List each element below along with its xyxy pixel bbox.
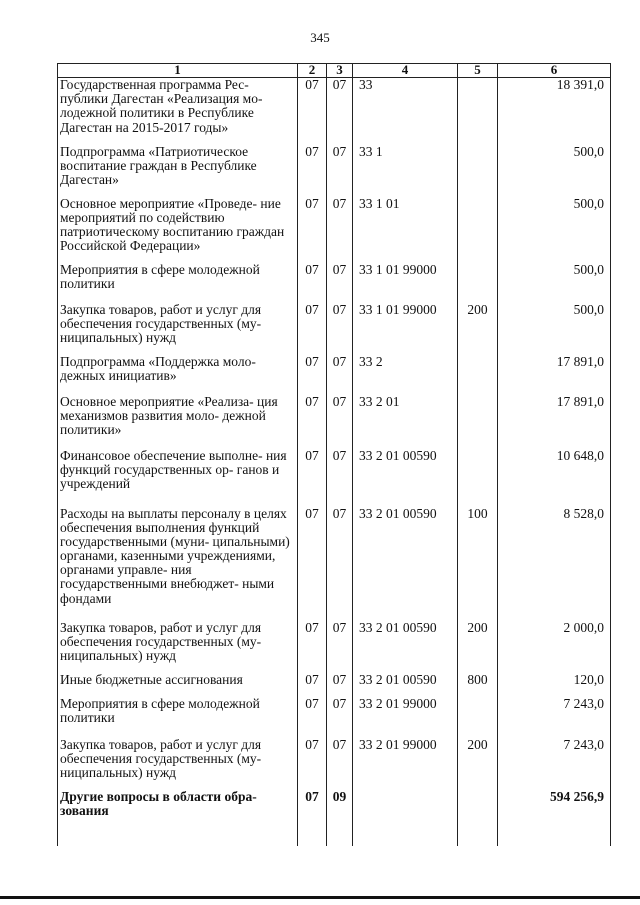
row-subsection: 09	[327, 790, 353, 846]
row-amount: 10 648,0	[498, 449, 611, 507]
row-section: 07	[298, 697, 327, 738]
row-section: 07	[298, 263, 327, 303]
row-target-code: 33 2 01	[353, 395, 458, 449]
row-name: Финансовое обеспечение выполне- ния функций государственных ор- ганов и учреждений	[58, 449, 298, 507]
row-expense-type	[458, 78, 498, 145]
row-section: 07	[298, 197, 327, 263]
row-amount: 120,0	[498, 673, 611, 697]
row-section: 07	[298, 738, 327, 790]
row-target-code: 33 2 01 00590	[353, 673, 458, 697]
table-row	[58, 145, 611, 197]
row-expense-type	[458, 697, 498, 738]
row-expense-type: 200	[458, 303, 498, 355]
row-name: Мероприятия в сфере молодежной политики	[58, 697, 298, 738]
row-target-code: 33 2 01 99000	[353, 738, 458, 790]
row-section: 07	[298, 790, 327, 846]
row-expense-type	[458, 197, 498, 263]
row-subsection: 07	[327, 449, 353, 507]
row-target-code: 33 1 01	[353, 197, 458, 263]
header-col-3: 3	[327, 64, 353, 78]
header-col-2: 2	[298, 64, 327, 78]
row-amount: 500,0	[498, 303, 611, 355]
row-amount: 2 000,0	[498, 621, 611, 673]
row-expense-type	[458, 145, 498, 197]
row-section: 07	[298, 145, 327, 197]
row-name: Государственная программа Рес- публики Дагестан «Реализация мо- лодежной политики в Республике Дагестан на 2015-2017 годы»	[58, 78, 298, 145]
row-target-code: 33 2	[353, 355, 458, 395]
row-subsection: 07	[327, 673, 353, 697]
row-amount: 17 891,0	[498, 355, 611, 395]
row-subsection: 07	[327, 697, 353, 738]
row-target-code	[353, 790, 458, 846]
table-row	[58, 355, 611, 395]
row-name: Основное мероприятие «Проведе- ние мероприятий по содействию патриотическому воспитанию граждан Российской Федерации»	[58, 197, 298, 263]
row-name: Основное мероприятие «Реализа- ция механизмов развития моло- дежной политики»	[58, 395, 298, 449]
scan-edge-bar	[0, 896, 640, 899]
row-subsection: 07	[327, 78, 353, 145]
row-subsection: 07	[327, 263, 353, 303]
row-section: 07	[298, 355, 327, 395]
row-subsection: 07	[327, 197, 353, 263]
row-expense-type	[458, 790, 498, 846]
table-row	[58, 303, 611, 355]
row-amount: 18 391,0	[498, 78, 611, 145]
header-col-6: 6	[498, 64, 611, 78]
row-expense-type: 200	[458, 738, 498, 790]
row-amount: 7 243,0	[498, 697, 611, 738]
row-name: Подпрограмма «Патриотическое воспитание граждан в Республике Дагестан»	[58, 145, 298, 197]
row-amount: 8 528,0	[498, 507, 611, 621]
row-amount: 17 891,0	[498, 395, 611, 449]
row-name: Иные бюджетные ассигнования	[58, 673, 298, 697]
row-expense-type	[458, 263, 498, 303]
row-amount: 500,0	[498, 197, 611, 263]
row-target-code: 33 2 01 00590	[353, 449, 458, 507]
row-target-code: 33 2 01 99000	[353, 697, 458, 738]
row-target-code: 33 2 01 00590	[353, 507, 458, 621]
row-subsection: 07	[327, 303, 353, 355]
row-expense-type	[458, 355, 498, 395]
table-row	[58, 621, 611, 673]
table-row	[58, 197, 611, 263]
row-amount: 500,0	[498, 145, 611, 197]
row-expense-type: 100	[458, 507, 498, 621]
table-row	[58, 395, 611, 449]
row-section: 07	[298, 78, 327, 145]
table-row	[58, 738, 611, 790]
page-number: 345	[310, 30, 330, 45]
row-target-code: 33 1	[353, 145, 458, 197]
row-name: Другие вопросы в области обра- зования	[58, 790, 298, 846]
row-expense-type	[458, 449, 498, 507]
table-row	[58, 507, 611, 621]
row-section: 07	[298, 303, 327, 355]
row-expense-type	[458, 395, 498, 449]
header-col-1: 1	[58, 64, 298, 78]
table-row	[58, 78, 611, 145]
row-section: 07	[298, 507, 327, 621]
row-subsection: 07	[327, 738, 353, 790]
row-name: Закупка товаров, работ и услуг для обеспечения государственных (му- ниципальных) нужд	[58, 303, 298, 355]
table-row	[58, 697, 611, 738]
row-name: Мероприятия в сфере молодежной политики	[58, 263, 298, 303]
row-target-code: 33 1 01 99000	[353, 263, 458, 303]
header-col-5: 5	[458, 64, 498, 78]
row-name: Закупка товаров, работ и услуг для обеспечения государственных (му- ниципальных) нужд	[58, 621, 298, 673]
header-col-4: 4	[353, 64, 458, 78]
table-row-total	[58, 790, 611, 846]
row-name: Закупка товаров, работ и услуг для обеспечения государственных (му- ниципальных) нужд	[58, 738, 298, 790]
table-row	[58, 263, 611, 303]
row-amount: 500,0	[498, 263, 611, 303]
table-row	[58, 673, 611, 697]
row-section: 07	[298, 621, 327, 673]
row-target-code: 33 1 01 99000	[353, 303, 458, 355]
row-section: 07	[298, 673, 327, 697]
row-subsection: 07	[327, 507, 353, 621]
row-name: Подпрограмма «Поддержка моло- дежных инициатив»	[58, 355, 298, 395]
budget-table	[57, 63, 611, 846]
row-subsection: 07	[327, 355, 353, 395]
row-section: 07	[298, 449, 327, 507]
row-amount: 7 243,0	[498, 738, 611, 790]
row-amount: 594 256,9	[498, 790, 611, 846]
row-expense-type: 200	[458, 621, 498, 673]
row-subsection: 07	[327, 395, 353, 449]
row-expense-type: 800	[458, 673, 498, 697]
table-header-row	[58, 64, 611, 78]
row-subsection: 07	[327, 621, 353, 673]
row-name: Расходы на выплаты персоналу в целях обеспечения выполнения функций государственными (муни- ципальными) органами, казенными учреждениями, органами управле- ния государственными внебюджет- ными фондами	[58, 507, 298, 621]
row-subsection: 07	[327, 145, 353, 197]
row-target-code: 33 2 01 00590	[353, 621, 458, 673]
table-row	[58, 449, 611, 507]
row-section: 07	[298, 395, 327, 449]
row-target-code: 33	[353, 78, 458, 145]
